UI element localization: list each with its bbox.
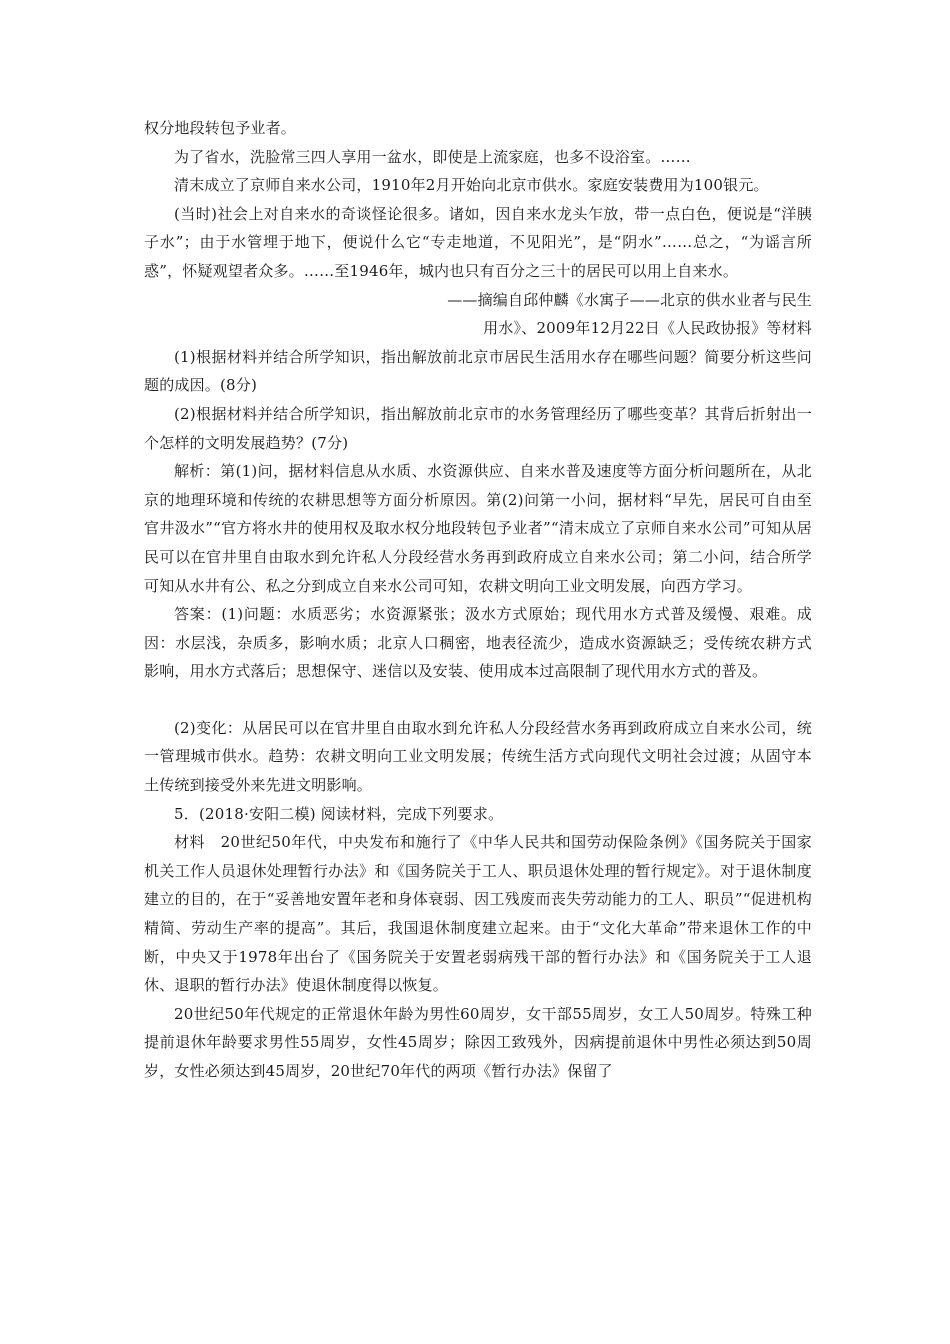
paragraph: 清末成立了京师自来水公司，1910年2月开始向北京市供水。家庭安装费用为100银元。 (174, 176, 769, 195)
document-page (144, 114, 812, 1086)
paragraph: 20世纪50年代规定的正常退休年龄为男性60周岁，女干部55周岁，女工人50周岁。特殊工种提前退休年龄要求男性55周岁，女性45周岁；除因工致残外，因病提前退休中男性必须达到50周岁，女性必须达到45周岁，20世纪70年代的两项《暂行办法》保留了 (144, 1004, 812, 1080)
question-2: (2)根据材料并结合所学知识，指出解放前北京市的水务管理经历了哪些变革？其背后折射出一个怎样的文明发展趋势？(7分) (144, 404, 812, 452)
analysis: 解析：第(1)问，据材料信息从水质、水资源供应、自来水普及速度等方面分析问题所在，从北京的地理环境和传统的农耕思想等方面分析原因。第(2)问第一小问，据材料“早先，居民可自由至官井汲水”“官方将水井的使用权及取水权分地段转包予业者”“清末成立了京师自来水公司”可知从居民可以在官井里自由取水到允许私人分段经营水务再到政府成立自来水公司；第二小问，结合所学可知从水井有公、私之分到成立自来水公司可知，农耕文明向工业文明发展，向西方学习。 (144, 462, 812, 595)
question-5-heading: 5．(2018·安阳二模) 阅读材料，完成下列要求。 (174, 804, 504, 823)
answer-2: (2)变化：从居民可以在官井里自由取水到允许私人分段经营水务再到政府成立自来水公司，统一管理城市供水。趋势：农耕文明向工业文明发展；传统生活方式向现代文明社会过渡；从固守本土传统到接受外来先进文明影响。 (144, 718, 812, 795)
paragraph: 为了省水，洗脸常三四人享用一盆水，即使是上流家庭，也多不设浴室。…… (174, 147, 691, 166)
material: 材料 20世纪50年代，中央发布和施行了《中华人民共和国劳动保险条例》《国务院关于国家机关工作人员退休处理暂行办法》和《国务院关于工人、职员退休处理的暂行规定》。对于退休制度建立的目的，在于“妥善地安置年老和身体衰弱、因工残废而丧失劳动能力的工人、职员”“促进机构精简、劳动生产率的提高”。其后，我国退休制度建立起来。由于“文化大革命”带来退休工作的中断，中央又于1978年出台了《国务院关于安置老弱病残干部的暂行办法》和《国务院关于工人退休、退职的暂行办法》使退休制度得以恢复。 (144, 833, 812, 995)
spacer (144, 686, 812, 714)
paragraph: 权分地段转包予业者。 (144, 119, 297, 137)
question-1: (1)根据材料并结合所学知识，指出解放前北京市居民生活用水存在哪些问题？简要分析这些问题的成因。(8分) (144, 347, 812, 395)
source-citation-line-2: 用水》、2009年12月22日《人民政协报》等材料 (483, 319, 812, 338)
answer-1: 答案：(1)问题：水质恶劣；水资源紧张；汲水方式原始；现代用水方式普及缓慢、艰难。成因：水层浅，杂质多，影响水质；北京人口稠密，地表径流少，造成水资源缺乏；受传统农耕方式影响，用水方式落后；思想保守、迷信以及安装、使用成本过高限制了现代用水方式的普及。 (144, 605, 812, 681)
source-citation-line-1: ——摘编自邱仲麟《水寓子——北京的供水业者与民生 (447, 290, 812, 309)
paragraph: (当时)社会上对自来水的奇谈怪论很多。诸如，因自来水龙头乍放，带一点白色，便说是“洋胰子水”；由于水管埋于地下，便说什么它“专走地道，不见阳光”，是“阴水”……总之，“为谣言所惑”，怀疑观望者众多。……至1946年，城内也只有百分之三十的居民可以用上自来水。 (144, 204, 812, 280)
